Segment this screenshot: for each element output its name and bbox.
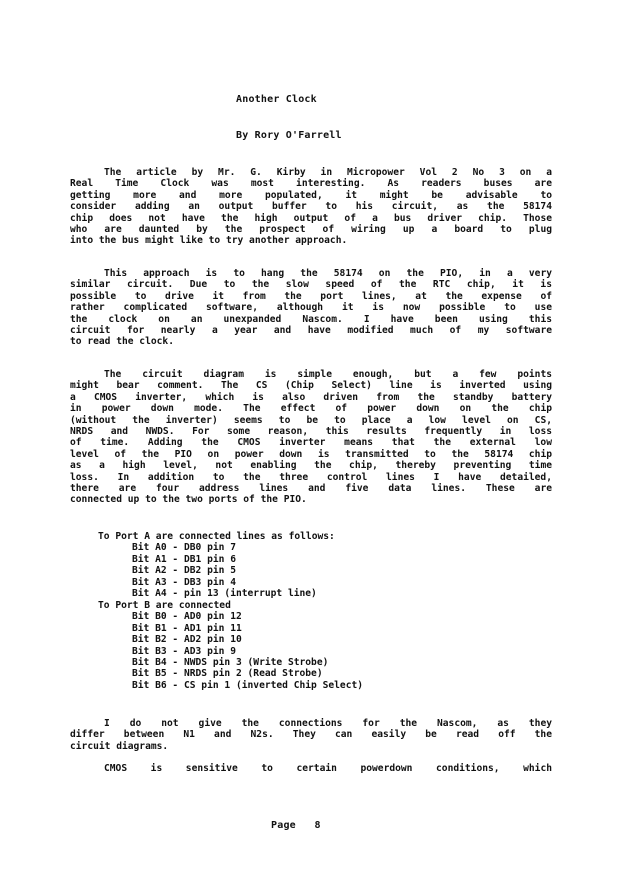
text-line: as a high level, not enabling the chip, thereby preventing time <box>70 460 552 472</box>
paragraph-5 <box>70 763 552 774</box>
text-line: differ between N1 and N2s. They can easily be read off the <box>70 729 552 741</box>
text-line: rather complicated software, although it is now possible to use <box>70 302 552 314</box>
text-line: level of the PIO on power down is transmitted to the 58174 chip <box>70 448 552 460</box>
list-item: Bit B1 - AD1 pin 11 <box>132 622 242 634</box>
text-line: chip does not have the high output of a bus driver chip. Those <box>70 212 552 224</box>
paragraph-2 <box>70 268 552 348</box>
list-item: Bit B0 - AD0 pin 12 <box>132 611 242 623</box>
text-line: This approach is to hang the 58174 on the PIO, in a very <box>104 268 552 279</box>
text-line: similar circuit. Due to the slow speed of the RTC chip, it is <box>70 279 552 291</box>
article-title: Another Clock <box>236 94 317 105</box>
text-line: circuit for nearly a year and have modified much of my software <box>70 324 552 336</box>
text-line: loss. In addition to the three control lines I have detailed, <box>70 471 552 483</box>
text-line: NRDS and NWDS. For some reason, this results frequently in loss <box>70 425 552 437</box>
text-line: The circuit diagram is simple enough, but a few points <box>104 369 552 380</box>
list-item: Bit A1 - DB1 pin 6 <box>132 553 236 565</box>
paragraph-1 <box>70 167 552 247</box>
port-b-connections <box>98 600 363 691</box>
paragraph-3 <box>70 369 552 506</box>
text-line: possible to drive it from the port lines, at the expense of <box>70 290 552 302</box>
text-line: consider adding an output buffer to his circuit, as the 58174 <box>70 201 552 213</box>
text-line: a CMOS inverter, which is also driven from the standby battery <box>70 391 552 403</box>
text-line: might bear comment. The CS (Chip Select) line is inverted using <box>70 380 552 392</box>
port-a-connections <box>98 531 335 599</box>
text-line: into the bus might like to try another approach. <box>70 235 348 247</box>
article-byline: By Rory O'Farrell <box>236 130 342 141</box>
list-item: Bit B2 - AD2 pin 10 <box>132 634 242 646</box>
text-line: (without the inverter) seems to be to place a low level on CS, <box>70 414 552 426</box>
list-item: Bit A2 - DB2 pin 5 <box>132 565 236 577</box>
list-item: Bit A3 - DB3 pin 4 <box>132 576 236 588</box>
text-line: in power down mode. The effect of power down on the chip <box>70 403 552 415</box>
list-item: Bit B4 - NWDS pin 3 (Write Strobe) <box>132 656 329 668</box>
text-line: CMOS is sensitive to certain powerdown conditions, which <box>104 763 552 774</box>
text-line: to read the clock. <box>70 336 174 348</box>
list-item: Bit B3 - AD3 pin 9 <box>132 645 236 657</box>
text-line: of time. Adding the CMOS inverter means that the external low <box>70 437 552 449</box>
text-line: getting more and more populated, it might be advisable to <box>70 189 552 201</box>
text-line: I do not give the connections for the Nascom, as they <box>104 718 552 729</box>
text-line: circuit diagrams. <box>70 740 169 752</box>
list-item: Bit A0 - DB0 pin 7 <box>132 542 236 554</box>
paragraph-4 <box>70 718 552 752</box>
text-line: The article by Mr. G. Kirby in Micropower Vol 2 No 3 on a <box>104 167 552 178</box>
text-line: Real Time Clock was most interesting. As readers buses are <box>70 178 552 190</box>
list-item: Bit B5 - NRDS pin 2 (Read Strobe) <box>132 668 323 680</box>
text-line: the clock on an unexpanded Nascom. I have been using this <box>70 313 552 325</box>
list-item: Bit A4 - pin 13 (interrupt line) <box>132 587 317 599</box>
list-item: Bit B6 - CS pin 1 (inverted Chip Select) <box>132 679 364 691</box>
text-line: who are daunted by the prospect of wiring up a board to plug <box>70 223 552 235</box>
port-a-header: To Port A are connected lines as follows: <box>98 531 335 542</box>
page-number: Page 8 <box>271 820 321 831</box>
text-line: there are four address lines and five data lines. These are <box>70 482 552 494</box>
port-b-header: To Port B are connected <box>98 600 231 611</box>
text-line: connected up to the two ports of the PIO. <box>70 494 307 506</box>
